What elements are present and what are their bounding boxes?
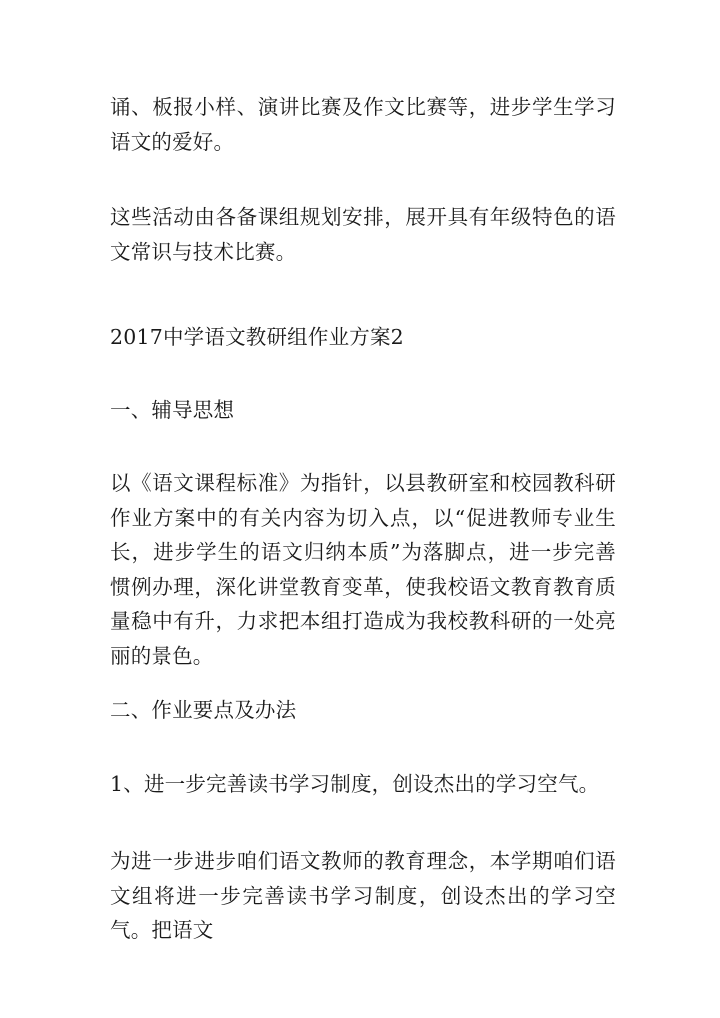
paragraph-activities-arrangement: 这些活动由各备课组规划安排，展开具有年级特色的语文常识与技术比赛。 — [110, 205, 616, 264]
paragraph-reading-system: 为进一步进步咱们语文教师的教育理念，本学期咱们语文组将进一步完善读书学习制度，创设杰出的学习空气。把语文 — [110, 849, 616, 942]
subheading-reading-system: 1、进一步完善读书学习制度，创设杰出的学习空气。 — [110, 772, 600, 796]
paragraph-activities-continued: 诵、板报小样、演讲比赛及作文比赛等，进步学生学习语文的爱好。 — [110, 95, 616, 154]
document-title: 2017中学语文教研组作业方案2 — [110, 325, 404, 349]
paragraph-guiding-thought: 以《语文课程标准》为指针，以县教研室和校园教科研作业方案中的有关内容为切入点，以“促进教师专业生长，进步学生的语文归纳本质”为落脚点，进一步完善惯例办理，深化讲堂教育变革，使我校语文教育教育质量稳中有升，力求把本组打造成为我校教科研的一处亮丽的景色。 — [110, 471, 616, 668]
section-heading-guiding-thought: 一、辅导思想 — [110, 398, 235, 422]
section-heading-work-points: 二、作业要点及办法 — [110, 698, 297, 722]
